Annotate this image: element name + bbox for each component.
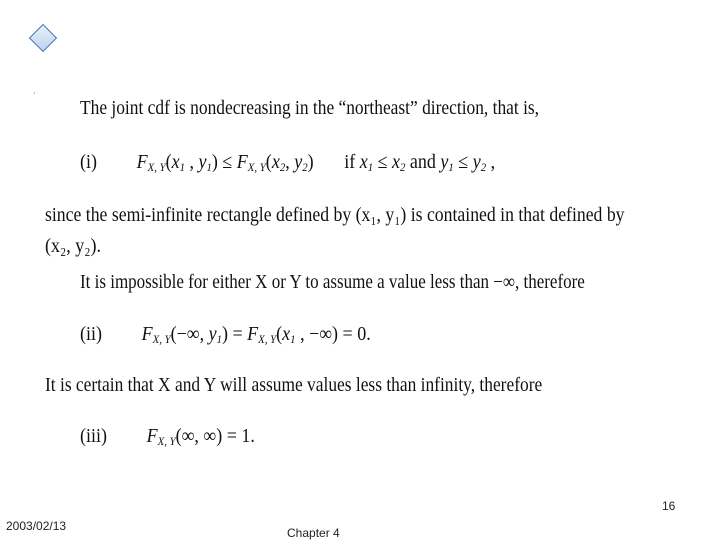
page-number: 16 — [662, 499, 676, 513]
footer-date: 2003/02/13 — [6, 519, 67, 533]
text-line-1: The joint cdf is nondecreasing in the “northeast” direction, that is, — [80, 97, 540, 119]
text-line-5: It is certain that X and Y will assume values less than infinity, therefore — [45, 374, 543, 396]
item-iii-label: (iii) — [80, 425, 107, 447]
item-i: (i) $F_{X, Y}(x_1$ , $y_1) \le F_{X, Y}(x_2$, $y_2$) if $x_1 \le x_2$ and $y_1 \le y_2$ , — [80, 151, 496, 174]
item-ii-label: (ii) — [80, 323, 102, 345]
diamond-bullet-icon — [29, 24, 57, 52]
item-iii: (iii) $F_{X, Y}(\infty$, ∞) = 1. — [80, 425, 255, 448]
stray-mark: ‘ — [33, 90, 36, 100]
item-i-label: (i) — [80, 151, 98, 173]
text-line-4: It is impossible for either X or Y to assume a value less than −∞, therefore — [80, 271, 585, 293]
text-line-3: (x₂, y₂). — [45, 235, 102, 257]
footer-chapter: Chapter 4 — [287, 526, 340, 540]
text-line-2: since the semi-infinite rectangle defined by (x₁, y₁) is contained in that defined by — [45, 204, 625, 226]
item-ii: (ii) $F_{X, Y}(-\infty$, $y_1) = F_{X, Y}(x_1$ , −∞) = 0. — [80, 323, 371, 346]
